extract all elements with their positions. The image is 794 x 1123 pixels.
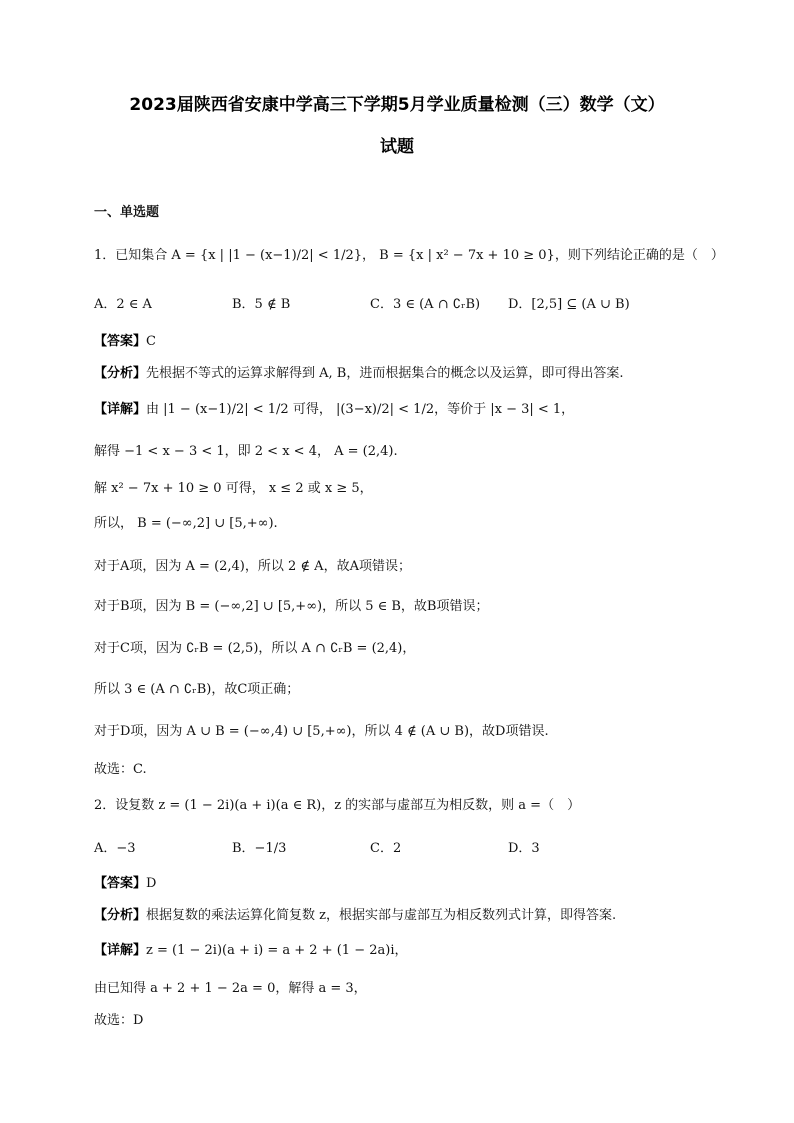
q2-option-d: D．3 (508, 841, 540, 856)
analysis-tag: 【分析】 (94, 908, 147, 923)
q1-option-c: C．3 ∈ (A ∩ ∁ᵣB) (370, 297, 481, 312)
detail-tag: 【详解】 (94, 402, 147, 417)
q1-answer (94, 332, 156, 352)
answer-tag: 【答案】 (94, 876, 147, 891)
q1-detail-line: 解得 −1 < x − 3 < 1，即 2 < x < 4， A = (2,4). (94, 444, 398, 459)
answer-tag: 【答案】 (94, 334, 147, 349)
document-title-line1: 2023届陕西省安康中学高三下学期5月学业质量检测（三）数学（文） (129, 95, 665, 115)
q2-option-a: A．−3 (94, 841, 136, 856)
detail-text: z = (1 − 2i)(a + i) = a + 2 + (1 − 2a)i， (146, 943, 408, 958)
section-heading: 一、单选题 (94, 205, 160, 220)
q1-option-a: A．2 ∈ A (94, 297, 152, 312)
q1-detail-line: 对于B项，因为 B = (−∞,2] ∪ [5,+∞)，所以 5 ∈ B，故B项错误； (94, 599, 489, 614)
q1-detail-line: 对于D项，因为 A ∪ B = (−∞,4) ∪ [5,+∞)，所以 4 ∉ (A ∪ B)，故D项错误. (94, 724, 549, 739)
detail-tag: 【详解】 (94, 943, 147, 958)
document-title-line2: 试题 (380, 137, 414, 157)
q2-option-c: C．2 (370, 841, 402, 856)
q1-detail-line: 所以 3 ∈ (A ∩ ∁ᵣB)，故C项正确； (94, 682, 300, 697)
q2-option-b: B．−1/3 (232, 841, 287, 856)
q1-detail-line: 对于A项，因为 A = (2,4)，所以 2 ∉ A，故A项错误； (94, 559, 411, 574)
q2-answer (94, 874, 156, 894)
question-2-stem: 2．设复数 z = (1 − 2i)(a + i)(a ∈ R)，z 的实部与虚部互为相反数，则 a =（ ） (94, 798, 581, 813)
q1-option-d: D．[2,5] ⊆ (A ∪ B) (508, 297, 630, 312)
analysis-tag: 【分析】 (94, 366, 147, 381)
answer-value: D (146, 876, 157, 891)
analysis-text: 先根据不等式的运算求解得到 A, B，进而根据集合的概念以及运算，即可得出答案. (146, 366, 624, 381)
question-1-stem: 1．已知集合 A = {x | |1 − (x−1)/2| < 1/2}， B = {x | x² − 7x + 10 ≥ 0}，则下列结论正确的是（ ） (94, 248, 724, 263)
q2-detail-line (94, 941, 407, 961)
q1-option-b: B．5 ∉ B (232, 297, 291, 312)
q1-detail-line: 故选：C. (94, 762, 147, 777)
analysis-text: 根据复数的乘法运算化简复数 z，根据实部与虚部互为相反数列式计算，即得答案. (146, 908, 617, 923)
q1-detail-line: 所以， B = (−∞,2] ∪ [5,+∞). (94, 516, 278, 531)
q2-detail-line: 故选：D (94, 1013, 144, 1028)
answer-value: C (146, 334, 156, 349)
q1-detail-line: 对于C项，因为 ∁ᵣB = (2,5)，所以 A ∩ ∁ᵣB = (2,4)， (94, 641, 416, 656)
detail-text: 由 |1 − (x−1)/2| < 1/2 可得， |(3−x)/2| < 1/2，等价于 |x − 3| < 1， (146, 402, 575, 417)
q1-analysis (94, 364, 624, 384)
q1-detail-line: 解 x² − 7x + 10 ≥ 0 可得， x ≤ 2 或 x ≥ 5， (94, 481, 373, 496)
q2-detail-line: 由已知得 a + 2 + 1 − 2a = 0，解得 a = 3， (94, 981, 367, 996)
q2-analysis (94, 906, 616, 926)
q1-detail-line (94, 400, 574, 420)
